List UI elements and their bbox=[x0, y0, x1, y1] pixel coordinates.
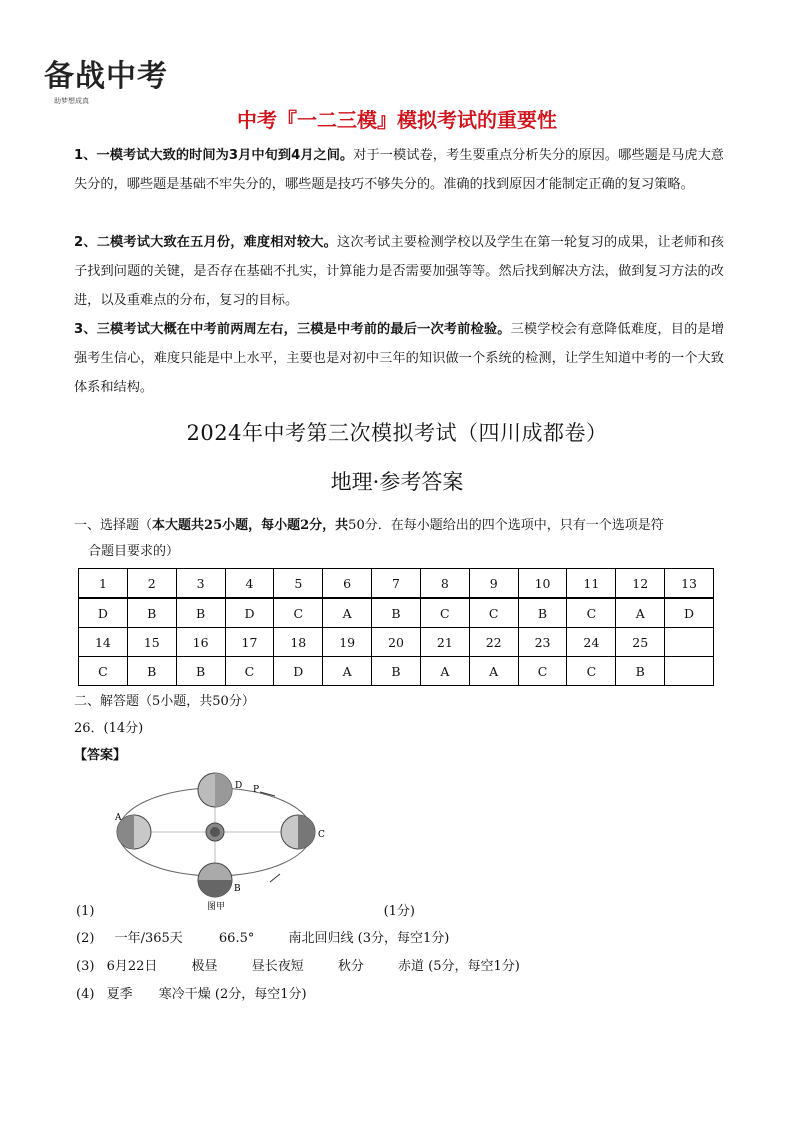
answer-table-cell: C bbox=[567, 598, 616, 628]
answer-row-4-cell-2: 寒冷干燥 bbox=[158, 987, 211, 1002]
logo bbox=[44, 58, 194, 110]
section1-heading-bold: 本大题共 bbox=[152, 518, 205, 533]
answer-row-4-score: (2分，每空1分) bbox=[214, 987, 307, 1002]
answer-table-cell: 16 bbox=[176, 628, 225, 657]
answer-table-cell: B bbox=[372, 657, 421, 686]
answer-table-cell: B bbox=[616, 657, 665, 686]
label-p: P bbox=[253, 785, 260, 795]
answer-table-cell: 20 bbox=[372, 628, 421, 657]
answer-row-3-cell-4: 秋分 bbox=[337, 959, 364, 974]
answer-table-cell: A bbox=[469, 657, 518, 686]
logo-subtitle: 助梦想成真 bbox=[54, 97, 89, 105]
answer-table-cell: C bbox=[225, 657, 274, 686]
exam-title: 2024年中考第三次模拟考试（四川成都卷） bbox=[186, 421, 608, 445]
answer-table-cell: 25 bbox=[616, 628, 665, 657]
answer-table-cell: C bbox=[567, 657, 616, 686]
sun-core bbox=[210, 827, 220, 837]
answer-table-cell: A bbox=[616, 598, 665, 628]
answer-table-cell: B bbox=[176, 657, 225, 686]
answer-table-cell: 9 bbox=[469, 569, 518, 599]
answer-table-cell: 3 bbox=[176, 569, 225, 599]
answer-row-1-score: (1分) bbox=[383, 904, 415, 919]
answer-table-cell: 17 bbox=[225, 628, 274, 657]
section1-heading-d: 50分．在每小题给出的四个选项中，只有一个选项是符 bbox=[348, 518, 664, 533]
answer-table-cell: C bbox=[420, 598, 469, 628]
earth-orbit-diagram bbox=[110, 770, 340, 910]
answer-row-3 bbox=[76, 955, 520, 974]
label-d: D bbox=[235, 781, 243, 791]
answer-table-cell: 7 bbox=[372, 569, 421, 599]
answer-table-cell: A bbox=[420, 657, 469, 686]
answer-row-2-cell-1: 一年/365天 bbox=[114, 931, 183, 946]
answer-table-cell: 11 bbox=[567, 569, 616, 599]
answer-table-cell bbox=[665, 657, 714, 686]
intro-paragraph-2-text: 这次考试主要检测学校以及学生在第一轮复习的成果，让老师和孩子找到问题的关键，是否存在基础不扎实，计算能力是否需要加强等等。然后找到解决方法，做到复习方法的改进，以及重难点的分布，复习的目标。 bbox=[74, 235, 724, 308]
answer-table-cell: 8 bbox=[420, 569, 469, 599]
section1-heading-c: 2分，共 bbox=[300, 518, 349, 533]
label-a: A bbox=[115, 813, 122, 823]
answer-row-2 bbox=[76, 927, 449, 946]
answer-table-cell: D bbox=[79, 598, 128, 628]
answer-row-2-cell-2: 66.5° bbox=[218, 931, 255, 946]
answer-table-cell: 24 bbox=[567, 628, 616, 657]
answer-table-cell: 10 bbox=[518, 569, 567, 599]
answer-table-cell: C bbox=[469, 598, 518, 628]
intro-paragraph-2 bbox=[74, 228, 724, 315]
answer-table bbox=[78, 568, 714, 686]
answer-table-cell: B bbox=[176, 598, 225, 628]
answer-table-cell: 21 bbox=[420, 628, 469, 657]
answer-table-cell: 1 bbox=[79, 569, 128, 599]
answer-table-cell: D bbox=[225, 598, 274, 628]
answer-row-4-num: (4) bbox=[76, 987, 95, 1002]
earth-b bbox=[198, 863, 232, 897]
answer-table-cell: 12 bbox=[616, 569, 665, 599]
answer-table-cell: C bbox=[274, 598, 323, 628]
intro-paragraph-1-bold: 1、一模考试大致的时间为3月中旬到4月之间。 bbox=[74, 148, 354, 163]
answer-table-cell: B bbox=[372, 598, 421, 628]
section1-heading bbox=[74, 513, 730, 565]
answer-row-3-score: (5分，每空1分) bbox=[428, 959, 520, 974]
answer-row-3-cell-3: 昼长夜短 bbox=[251, 959, 304, 974]
answer-table-cell: 14 bbox=[79, 628, 128, 657]
answer-table-row bbox=[79, 628, 714, 657]
answer-row-2-score: (3分，每空1分) bbox=[357, 931, 450, 946]
answer-table-cell: B bbox=[127, 657, 176, 686]
intro-paragraph-1 bbox=[74, 141, 724, 199]
answer-table-cell: 15 bbox=[127, 628, 176, 657]
section2-heading: 二、解答题（5小题，共50分） bbox=[74, 694, 255, 709]
intro-title: 中考『一二三模』模拟考试的重要性 bbox=[237, 108, 557, 132]
intro-paragraph-3-text: 三模学校会有意降低难度，目的是增强考生信心，难度只能是中上水平，主要也是对初中三年的知识做一个系统的检测，让学生知道中考的一个大致体系和结构。 bbox=[74, 322, 725, 395]
answer-table-cell: B bbox=[127, 598, 176, 628]
answer-table-row bbox=[79, 569, 714, 599]
answer-table-cell bbox=[665, 628, 714, 657]
answer-table-cell: A bbox=[323, 657, 372, 686]
label-b: B bbox=[234, 884, 241, 894]
answer-row-4-cell-1: 夏季 bbox=[106, 987, 133, 1002]
answer-table-cell: B bbox=[518, 598, 567, 628]
answer-table-row bbox=[79, 598, 714, 628]
orbit-arrow-b bbox=[270, 874, 280, 882]
earth-a bbox=[117, 815, 151, 849]
logo-text: 备战中考 bbox=[44, 59, 168, 94]
label-c: C bbox=[318, 830, 325, 840]
answer-label: 【答案】 bbox=[74, 748, 127, 763]
figure-caption: 图甲 bbox=[207, 902, 226, 910]
answer-row-3-cell-5: 赤道 bbox=[398, 959, 425, 974]
answer-table-row bbox=[79, 657, 714, 686]
intro-paragraph-1-text: 对于一模试卷，考生要重点分析失分的原因。哪些题是马虎大意失分的，哪些题是基础不牢失分的，哪些题是技巧不够失分的。准确的找到原因才能制定正确的复习策略。 bbox=[74, 148, 724, 192]
answer-row-2-num: (2) bbox=[76, 931, 95, 946]
answer-table-cell: 19 bbox=[323, 628, 372, 657]
answer-table-cell: 6 bbox=[323, 569, 372, 599]
intro-paragraph-2-bold: 2、二模考试大致在五月份，难度相对较大。 bbox=[74, 235, 337, 250]
intro-paragraph-3-bold-b: 三模是中考前的最后一次考前检验。 bbox=[296, 322, 511, 337]
answer-row-3-cell-1: 6月22日 bbox=[106, 959, 158, 974]
answer-table-cell: 2 bbox=[127, 569, 176, 599]
intro-paragraph-3-bold-a: 3、三模考试大概在中考前两周左右， bbox=[74, 322, 297, 337]
section1-heading-e: 合题目要求的） bbox=[88, 544, 180, 559]
answer-row-3-num: (3) bbox=[76, 959, 95, 974]
intro-paragraph-3 bbox=[74, 315, 724, 402]
answer-row-1 bbox=[76, 900, 415, 919]
answer-row-3-cell-2: 极昼 bbox=[191, 959, 218, 974]
section1-heading-b: 25小题，每小题 bbox=[204, 518, 301, 533]
answer-table-cell: C bbox=[518, 657, 567, 686]
section1-heading-a: 一、选择题（ bbox=[74, 518, 153, 533]
answer-row-4 bbox=[76, 983, 307, 1002]
answer-table-cell: A bbox=[323, 598, 372, 628]
earth-d bbox=[198, 773, 232, 807]
answer-table-cell: 22 bbox=[469, 628, 518, 657]
answer-row-1-num: (1) bbox=[76, 904, 95, 919]
earth-c bbox=[281, 815, 315, 849]
question-26: 26．(14分) bbox=[74, 721, 144, 736]
exam-subtitle: 地理·参考答案 bbox=[330, 470, 464, 494]
answer-table-cell: D bbox=[665, 598, 714, 628]
answer-table-cell: C bbox=[79, 657, 128, 686]
answer-table-cell: 5 bbox=[274, 569, 323, 599]
answer-table-cell: 23 bbox=[518, 628, 567, 657]
answer-table-cell: D bbox=[274, 657, 323, 686]
answer-table-cell: 4 bbox=[225, 569, 274, 599]
answer-row-2-cell-3: 南北回归线 bbox=[288, 931, 354, 946]
answer-table-cell: 13 bbox=[665, 569, 714, 599]
answer-table-cell: 18 bbox=[274, 628, 323, 657]
